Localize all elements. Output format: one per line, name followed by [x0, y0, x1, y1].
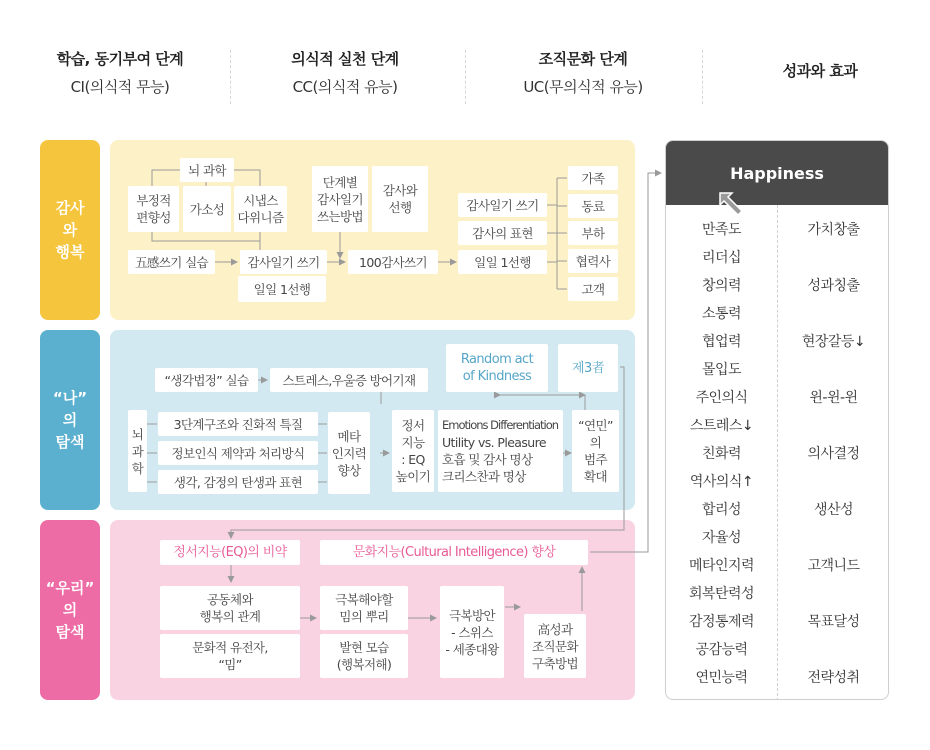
emotions-differentiation: Emotions Differentiation	[442, 418, 559, 432]
gratitude-kindness-box: 감사와 선행	[372, 166, 428, 232]
happiness-right-item: 전략성취	[807, 670, 860, 686]
happiness-left-item: 감정통제력	[688, 614, 755, 630]
happiness-left-item: 주인의식	[695, 390, 748, 406]
thought-practice-box: “생각법정” 실습	[155, 368, 258, 392]
happiness-left-item: 몰입도	[701, 362, 742, 378]
stage-header-4	[720, 58, 920, 118]
emotion-origin-box: 생각, 감정의 탄생과 표현	[158, 470, 318, 494]
one-good-deed-box: 일일 1선행	[238, 276, 326, 302]
brain-science-vertical-box: 뇌 과 학	[128, 410, 147, 492]
eq-methods-box	[438, 410, 563, 492]
happiness-left-item: 자율성	[701, 530, 742, 546]
happiness-right-item: 생산성	[813, 502, 854, 518]
stage-subtitle: CI(의식적 무능)	[70, 78, 170, 96]
target-partner: 협력사	[568, 249, 618, 273]
gratitude-method-box: 단계별 감사일기 쓰는방법	[312, 166, 368, 232]
happiness-left-item: 스트레스↓	[689, 418, 754, 434]
happiness-left-item: 만족도	[701, 222, 742, 238]
five-senses-box: 五感쓰기 실습	[128, 250, 215, 274]
hundred-gratitude-box: 100감사쓰기	[348, 250, 438, 274]
stage-subtitle: UC(무의식적 유능)	[523, 78, 643, 96]
compassion-scope-box: “연민” 의 범주 확대	[572, 410, 619, 492]
stage-header-1	[20, 46, 220, 106]
negativity-bias-box: 부정적 편향성	[128, 186, 179, 232]
cultural-gene-box: 문화적 유전자, “밈”	[160, 634, 300, 678]
overcome-root-box: 극복해야할 밈의 뿌리	[320, 586, 408, 630]
happiness-right-item: 의사결정	[807, 446, 860, 462]
stage-title: 학습, 동기부여 단계	[56, 50, 184, 68]
happiness-panel	[665, 140, 889, 700]
high-performance-box: 高성과 조직문화 구축방법	[524, 614, 586, 678]
breath-meditation: 호흡 및 감사 명상	[442, 452, 533, 467]
gratitude-journal-box: 감사일기 쓰기	[240, 250, 327, 274]
stage-title: 의식적 실천 단계	[291, 50, 399, 68]
happiness-right-item: 가치창출	[807, 222, 860, 238]
happiness-left-item: 리더십	[701, 250, 742, 266]
row-label-gratitude: 감사 와 행복	[40, 140, 100, 320]
stage-subtitle: CC(의식적 유능)	[292, 78, 398, 96]
stage-header-3	[483, 46, 683, 106]
happiness-right-item: 현장갈등↓	[801, 334, 866, 350]
header-divider	[230, 50, 231, 104]
happiness-left-item: 합리성	[701, 502, 742, 518]
stage-title: 성과와 효과	[782, 62, 858, 80]
header-divider	[702, 50, 703, 104]
gratitude-expression-box: 감사의 표현	[458, 221, 547, 245]
utility-pleasure: Utility vs. Pleasure	[442, 435, 546, 450]
happiness-left-item: 친화력	[701, 446, 742, 462]
community-box: 공동체와 행복의 관계	[160, 586, 300, 630]
pointer-arrow-icon	[718, 189, 748, 219]
metacognition-box: 메타 인지력 향상	[328, 412, 370, 494]
cultural-intelligence-box: 문화지능(Cultural Intelligence) 향상	[320, 540, 588, 565]
happiness-left-item: 창의력	[701, 278, 742, 294]
happiness-right-item: 목표달성	[807, 614, 860, 630]
happiness-right-item: 윈-윈-윈	[809, 390, 858, 406]
happiness-left-item: 연민능력	[695, 670, 748, 686]
third-party-box: 제3者	[558, 344, 618, 392]
happiness-left-item: 역사의식↑	[689, 474, 754, 490]
info-limits-box: 정보인식 제약과 처리방식	[158, 441, 318, 465]
eq-raise-box: 정서 지능 : EQ 높이기	[392, 410, 434, 492]
eq-secret-box: 정서지능(EQ)의 비약	[160, 540, 300, 565]
happiness-right-item: 고객니드	[807, 558, 860, 574]
happiness-left-item: 공감능력	[695, 642, 748, 658]
row-label-self: “나” 의 탐색	[40, 330, 100, 510]
compassion-meditation: 크리스찬과 명상	[442, 469, 526, 484]
random-act-box: Random act of Kindness	[446, 344, 548, 392]
three-levels-box: 3단계구조와 진화적 특질	[158, 412, 318, 436]
happiness-left-item: 소통력	[701, 306, 742, 322]
happiness-right-item: 성과칭출	[807, 278, 860, 294]
gratitude-journal-box-2: 감사일기 쓰기	[458, 193, 547, 217]
happiness-left-item: 협업력	[701, 334, 742, 350]
happiness-left-item: 메타인지력	[688, 558, 755, 574]
manifestation-box: 발현 모습 (행복저해)	[320, 634, 408, 678]
happiness-left-item: 회복탄력성	[688, 586, 755, 602]
synapse-darwinism-box: 시냅스 다위니즘	[234, 186, 287, 232]
stress-defense-box: 스트레스,우울증 방어기재	[270, 368, 428, 392]
stage-header-2	[245, 46, 445, 106]
happiness-title: Happiness	[666, 141, 888, 205]
header-divider	[465, 50, 466, 104]
brain-science-box: 뇌 과학	[180, 158, 234, 182]
overcome-plan-box: 극복방안 - 스위스 - 세종대왕	[440, 586, 504, 678]
stage-title: 조직문화 단계	[538, 50, 628, 68]
target-customer: 고객	[568, 277, 618, 301]
plasticity-box: 가소성	[183, 186, 231, 232]
target-family: 가족	[568, 166, 618, 190]
target-subordinate: 부하	[568, 221, 618, 245]
target-colleague: 동료	[568, 194, 618, 218]
row-label-us: “우리” 의 탐색	[40, 520, 100, 700]
one-good-deed-box-2: 일일 1선행	[458, 250, 547, 274]
